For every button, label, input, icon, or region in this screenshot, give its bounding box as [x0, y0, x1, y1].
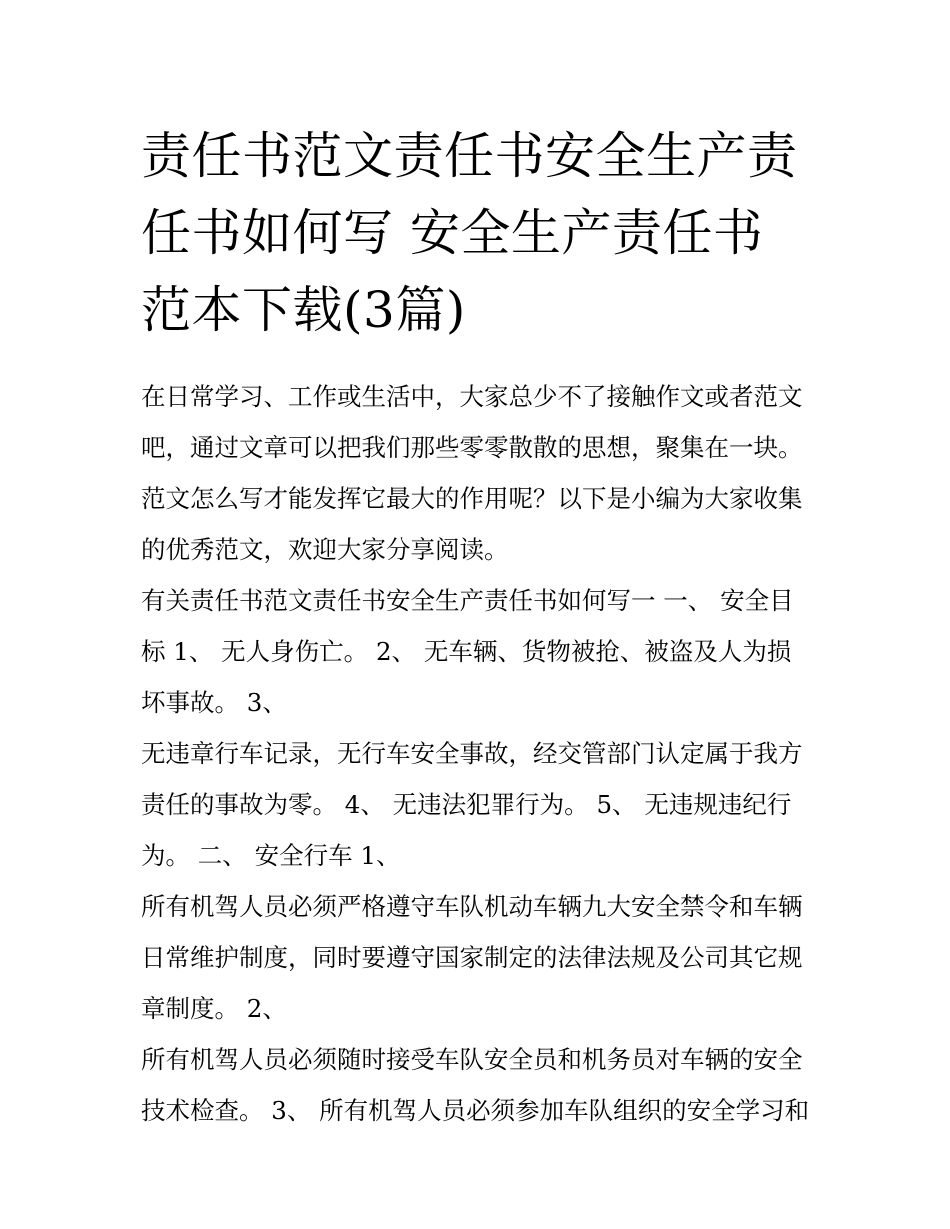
- document-title: 责任书范文责任书安全生产责任书如何写 安全生产责任书范本下载(3篇): [141, 127, 798, 339]
- body-paragraph-inspection: 所有机驾人员必须随时接受车队安全员和机务员对车辆的安全技术检查。 3、 所有机驾人员必须参加车队组织的安全学习和: [141, 1045, 810, 1125]
- body-paragraph-driver-rules: 所有机驾人员必须严格遵守车队机动车辆九大安全禁令和车辆日常维护制度，同时要遵守国家制定的法律法规及公司其它规章制度。 2、: [141, 892, 803, 1023]
- body-paragraph-no-violations: 无违章行车记录，无行车安全事故，经交管部门认定属于我方责任的事故为零。 4、 无违法犯罪行为。 5、 无违规违纪行为。 二、 安全行车 1、: [141, 739, 803, 870]
- body-paragraph-safety-goals: 有关责任书范文责任书安全生产责任书如何写一 一、 安全目标 1、 无人身伤亡。 2、 无车辆、货物被抢、被盗及人为损坏事故。 3、: [141, 586, 794, 717]
- intro-paragraph: 在日常学习、工作或生活中，大家总少不了接触作文或者范文吧，通过文章可以把我们那些零零散散的思想，聚集在一块。范文怎么写才能发挥它最大的作用呢？以下是小编为大家收集的优秀范文，欢迎大家分享阅读。: [141, 382, 803, 564]
- document-body: [141, 118, 813, 1136]
